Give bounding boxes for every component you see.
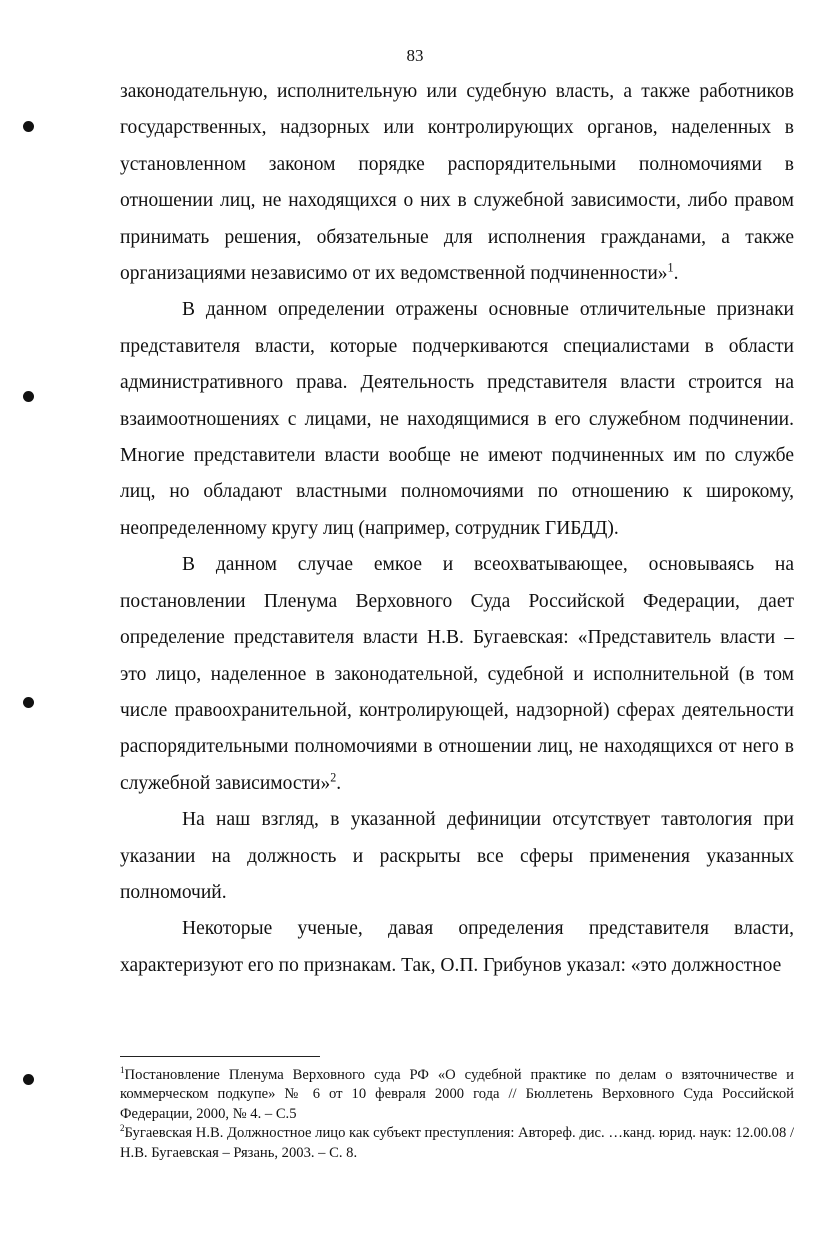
paragraph-5: Некоторые ученые, давая определения представителя власти, характеризуют его по признакам. Так, О.П. Грибунов указал: «это должностное <box>120 918 794 976</box>
binder-hole-4 <box>23 1074 34 1085</box>
footnote-separator <box>120 1056 320 1057</box>
paragraph-1 <box>120 74 794 292</box>
footnote-2-mark: 2 <box>120 1123 125 1134</box>
paragraph-4: На наш взгляд, в указанной дефиниции отсутствует тавтология при указании на должность и раскрыты все сферы применения указанных полномочий. <box>120 809 794 903</box>
binder-hole-1 <box>23 121 34 132</box>
paragraph-3-text: В данном случае емкое и всеохватывающее, основываясь на постановлении Пленума Верховного Суда Российской Федерации, дает определение представителя власти Н.В. Бугаевская: «Представитель власти – это лицо, наделенное в законодательной, судебной и исполнительной (в том числе правоохранительной, контролирующей, надзорной) сферах деятельности распорядительными полномочиями в отношении лиц, не находящихся от него в служебной зависимости» <box>120 554 794 794</box>
page-number: 83 <box>406 46 424 65</box>
footnote-1-mark: 1 <box>120 1065 125 1076</box>
footnote-ref-1: 1 <box>667 260 674 275</box>
footnote-1-text: Постановление Пленума Верховного суда РФ «О судебной практике по делам о взяточничестве и коммерческом подкупе» № 6 от 10 февраля 2000 года // Бюллетень Верховного Суда Российской Федерации, 2000, № 4. – С.5 <box>120 1067 794 1122</box>
paragraph-3 <box>120 547 794 802</box>
paragraph-1-end: . <box>673 263 679 285</box>
footnote-ref-2: 2 <box>330 770 337 785</box>
footnote-2 <box>120 1124 794 1163</box>
paragraph-1-text: законодательную, исполнительную или судебную власть, а также работников государственных, надзорных или контролирующих органов, наделенных в установленном законом порядке распорядительными полномочиями в отношении лиц, не находящихся о них в служебной зависимости, либо правом принимать решения, обязательные для исполнения гражданами, а также организациями независимо от их ведомственной подчиненности» <box>120 81 794 285</box>
footnotes <box>120 1066 794 1163</box>
footnote-2-text: Бугаевская Н.В. Должностное лицо как субъект преступления: Автореф. дис. …канд. юрид. наук: 12.00.08 / Н.В. Бугаевская – Рязань, 2003. – С. 8. <box>120 1125 794 1161</box>
paragraph-2: В данном определении отражены основные отличительные признаки представителя власти, которые подчеркиваются специалистами в области административного права. Деятельность представителя власти строится на взаимоотношениях с лицами, не находящимися в его служебном подчинении. Многие представители власти вообще не имеют подчиненных им по службе лиц, но обладают властными полномочиями по отношению к широкому, неопределенному кругу лиц (например, сотрудник ГИБДД). <box>120 299 794 539</box>
paragraph-3-end: . <box>336 772 342 794</box>
body-text <box>120 74 794 984</box>
footnote-1 <box>120 1066 794 1124</box>
binder-hole-3 <box>23 697 34 708</box>
binder-hole-2 <box>23 391 34 402</box>
